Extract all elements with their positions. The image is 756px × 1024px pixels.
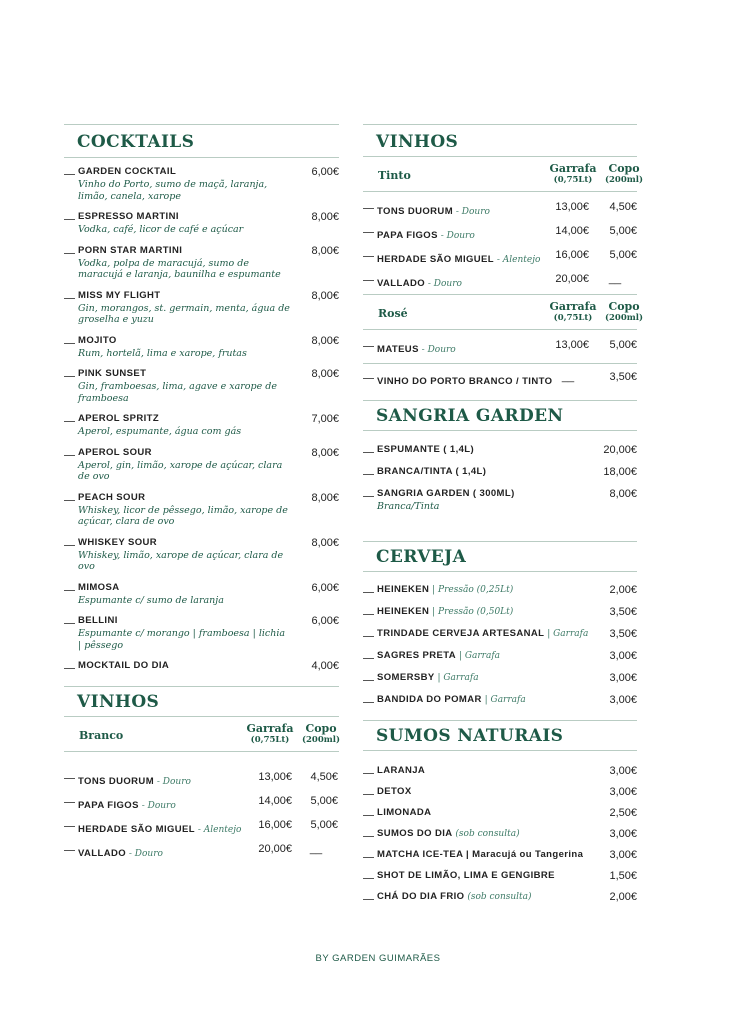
wine-region: - Douro <box>154 777 191 787</box>
wine-price-garrafa: 13,00€ <box>555 201 589 213</box>
item-description: Gin, framboesas, lima, agave e xarope de framboesa <box>78 381 277 404</box>
item-description: Vodka, café, licor de café e açúcar <box>78 224 244 235</box>
header-copo-label: Copo <box>608 300 640 313</box>
menu-item <box>64 166 339 202</box>
menu-item <box>363 786 637 798</box>
bullet-dash <box>363 899 374 900</box>
header-garrafa <box>242 722 298 745</box>
item-price: 4,00€ <box>311 660 339 672</box>
header-copo-label: Copo <box>305 722 337 735</box>
wine-price-garrafa: 16,00€ <box>555 249 589 261</box>
wine-region: - Alentejo <box>493 255 541 265</box>
header-copo <box>601 300 647 323</box>
bullet-dash <box>363 702 374 703</box>
sumos-list <box>363 765 637 903</box>
wine-name-line <box>377 344 456 355</box>
header-garrafa <box>545 300 601 323</box>
wine-name: TONS DUORUM <box>377 206 454 217</box>
bullet-dash <box>363 878 374 879</box>
wine-region: - Douro <box>126 849 163 859</box>
wine-header-rose <box>363 295 643 329</box>
menu-item <box>64 335 339 360</box>
wine-label-rose: Rosé <box>378 307 408 320</box>
section-title-sangria: SANGRIA GARDEN <box>376 406 564 426</box>
wine-name-line <box>377 206 490 217</box>
bullet-dash <box>64 500 75 501</box>
wine-row <box>363 201 637 217</box>
wine-row <box>64 771 339 787</box>
wine-price-copo: __ <box>309 843 323 855</box>
divider <box>363 124 637 125</box>
menu-item <box>64 537 339 573</box>
item-name-line <box>377 870 637 882</box>
bullet-dash <box>64 826 75 827</box>
bullet-dash <box>363 496 374 497</box>
bullet-dash <box>363 208 374 209</box>
menu-item <box>64 615 339 651</box>
wine-price-copo: 5,00€ <box>609 249 637 261</box>
item-name: MOJITO <box>78 334 117 346</box>
header-garrafa <box>545 162 601 185</box>
bullet-dash <box>363 794 374 795</box>
wine-price-copo: 5,00€ <box>609 339 637 351</box>
wine-name-line <box>78 800 176 811</box>
header-copo-volume: (200ml) <box>604 175 643 185</box>
menu-item <box>64 290 339 326</box>
wine-name: HERDADE SÃO MIGUEL <box>78 824 195 835</box>
wine-label-tinto: Tinto <box>378 169 411 182</box>
divider <box>363 720 637 721</box>
wine-price-copo: 4,50€ <box>609 201 637 213</box>
item-price: 8,00€ <box>311 244 339 257</box>
wine-name-line <box>377 278 462 289</box>
wine-price-garrafa: __ <box>561 371 575 383</box>
bullet-dash <box>64 623 75 624</box>
item-name: PINK SUNSET <box>78 368 147 379</box>
item-name: GARDEN COCKTAIL <box>78 166 177 177</box>
bullet-dash <box>64 421 75 422</box>
wine-region: - Douro <box>418 345 456 355</box>
header-copo <box>298 722 344 745</box>
menu-item <box>64 211 339 236</box>
item-description: Vodka, polpa de maracujá, sumo de maracujá e laranja, baunilha e espumante <box>78 257 281 280</box>
item-price: 1,50€ <box>609 869 637 882</box>
item-name: APEROL SOUR <box>78 446 152 458</box>
wine-name: VINHO DO PORTO BRANCO / TINTO <box>377 376 553 387</box>
item-name: BELLINI <box>78 615 118 626</box>
wine-name-line <box>78 824 241 835</box>
item-name: MATCHA ICE-TEA | Maracujá ou Tangerina <box>377 848 584 860</box>
wine-price-copo: 5,00€ <box>310 819 338 831</box>
wine-region: - Douro <box>425 279 462 289</box>
divider <box>363 750 637 751</box>
bullet-dash <box>64 298 75 299</box>
item-description: Espumante c/ sumo de laranja <box>78 594 224 606</box>
item-description: Gin, morangos, st. germain, menta, água de groselha e yuzu <box>78 302 290 325</box>
cocktail-list <box>64 166 339 672</box>
wine-row <box>64 819 339 835</box>
divider <box>363 571 637 572</box>
wine-row <box>363 225 637 241</box>
item-name-line <box>377 584 637 596</box>
item-name: PEACH SOUR <box>78 491 146 503</box>
wine-header-branco <box>64 717 339 751</box>
item-price: 3,50€ <box>609 605 637 618</box>
menu-item <box>363 694 637 706</box>
bullet-dash <box>363 836 374 837</box>
item-description: Whiskey, licor de pêssego, limão, xarope de açúcar, clara de ovo <box>78 504 288 527</box>
item-name-line <box>377 828 637 840</box>
wine-price-garrafa: 13,00€ <box>258 771 292 783</box>
header-copo <box>601 162 647 185</box>
menu-item <box>363 807 637 819</box>
item-name-line <box>377 849 637 861</box>
menu-item <box>64 582 339 607</box>
porto-row <box>363 371 637 387</box>
item-name: SOMERSBY <box>377 671 435 683</box>
header-garrafa-volume: (0,75Lt) <box>553 175 593 185</box>
bullet-dash <box>363 636 374 637</box>
item-name-line <box>377 672 637 684</box>
item-name-line <box>377 891 637 903</box>
header-copo-volume: (200ml) <box>301 735 340 745</box>
wine-name: VALLADO <box>377 278 426 289</box>
wine-row <box>64 843 339 859</box>
wine-name-line <box>377 254 540 265</box>
bullet-dash <box>363 815 374 816</box>
wine-price-copo: 5,00€ <box>310 795 338 807</box>
divider <box>64 686 339 687</box>
wine-price-copo: 3,50€ <box>609 371 637 383</box>
bullet-dash <box>363 378 374 379</box>
item-name-line <box>377 694 637 706</box>
item-name: SHOT DE LIMÃO, LIMA E GENGIBRE <box>377 869 555 881</box>
wine-header-tinto <box>363 157 643 191</box>
item-price: 2,00€ <box>609 890 637 903</box>
item-name: MOCKTAIL DO DIA <box>78 660 170 671</box>
wine-price-garrafa: 13,00€ <box>555 339 589 351</box>
item-price: 8,00€ <box>311 491 339 504</box>
bullet-dash <box>363 680 374 681</box>
wine-name-line <box>78 776 191 787</box>
item-price: 3,00€ <box>609 848 637 861</box>
item-name: MIMOSA <box>78 581 120 593</box>
section-title-vinhos: VINHOS <box>376 132 459 152</box>
bullet-dash <box>363 773 374 774</box>
item-price: 6,00€ <box>311 166 339 178</box>
item-name: ESPUMANTE ( 1,4L) <box>377 444 475 455</box>
menu-item <box>363 849 637 861</box>
item-price: 3,00€ <box>609 649 637 662</box>
item-name-line <box>377 628 637 640</box>
header-garrafa-label: Garrafa <box>549 162 597 175</box>
item-name: WHISKEY SOUR <box>78 536 158 548</box>
header-garrafa-volume: (0,75Lt) <box>553 313 593 323</box>
menu-item <box>363 765 637 777</box>
wine-name: HERDADE SÃO MIGUEL <box>377 254 494 265</box>
item-name: HEINEKEN <box>377 605 430 617</box>
bullet-dash <box>64 545 75 546</box>
bullet-dash <box>363 280 374 281</box>
wine-name-line <box>78 848 163 859</box>
wine-name: MATEUS <box>377 344 419 355</box>
wine-name: PAPA FIGOS <box>78 800 139 811</box>
item-subtitle: | Garrafa <box>481 694 526 705</box>
header-garrafa-volume: (0,75Lt) <box>250 735 290 745</box>
item-price: 2,00€ <box>609 583 637 596</box>
item-name: BANDIDA DO POMAR <box>377 693 482 705</box>
item-description: Rum, hortelã, lima e xarope, frutas <box>78 347 247 359</box>
item-subtitle: | Pressão (0,25Lt) <box>429 584 514 595</box>
item-name: BRANCA/TINTA ( 1,4L) <box>377 466 487 477</box>
wine-row <box>64 795 339 811</box>
section-title-sumos: SUMOS NATURAIS <box>376 725 564 746</box>
item-name-line <box>377 765 637 777</box>
item-name: CHÁ DO DIA FRIO <box>377 890 465 902</box>
item-name: TRINDADE CERVEJA ARTESANAL <box>377 627 545 639</box>
wine-region: - Douro <box>437 231 475 241</box>
item-subtitle: | Garrafa <box>456 650 501 661</box>
wine-price-garrafa: 14,00€ <box>555 225 589 237</box>
section-title-cerveja: CERVEJA <box>376 546 467 567</box>
item-price: 3,00€ <box>609 671 637 684</box>
menu-item <box>64 447 339 483</box>
divider <box>363 400 637 401</box>
item-name: SUMOS DO DIA <box>377 827 453 839</box>
bullet-dash <box>64 376 75 377</box>
menu-item <box>363 584 637 596</box>
divider <box>64 124 339 125</box>
item-price: 8,00€ <box>311 368 339 380</box>
bullet-dash <box>363 232 374 233</box>
item-name: HEINEKEN <box>377 583 430 595</box>
header-copo-volume: (200ml) <box>604 313 643 323</box>
menu-item <box>64 245 339 281</box>
cerveja-list <box>363 584 637 706</box>
wine-name-line <box>377 230 475 241</box>
divider <box>363 430 637 431</box>
divider <box>363 191 637 192</box>
bullet-dash <box>64 455 75 456</box>
section-title-vinhos-branco: VINHOS <box>77 692 160 712</box>
divider <box>363 363 637 364</box>
wine-row <box>363 339 637 355</box>
item-price: 3,00€ <box>609 827 637 840</box>
item-price: 2,50€ <box>609 806 637 819</box>
bullet-dash <box>363 857 374 858</box>
right-column <box>363 124 643 903</box>
bullet-dash <box>363 592 374 593</box>
item-price: 8,00€ <box>311 334 339 347</box>
item-name: LARANJA <box>377 764 426 776</box>
header-copo-label: Copo <box>608 162 640 175</box>
wine-name: PAPA FIGOS <box>377 230 438 241</box>
bullet-dash <box>64 590 75 591</box>
item-price: 8,00€ <box>311 289 339 302</box>
wine-price-garrafa: 16,00€ <box>258 819 292 831</box>
item-description: Vinho do Porto, sumo de maçã, laranja, limão, canela, xarope <box>78 179 268 202</box>
divider <box>363 541 637 542</box>
bullet-dash <box>64 343 75 344</box>
divider <box>64 157 339 158</box>
menu-item <box>363 870 637 882</box>
item-description: Aperol, gin, limão, xarope de açúcar, clara de ovo <box>78 459 283 482</box>
menu-item <box>363 466 637 478</box>
wine-name: VALLADO <box>78 848 127 859</box>
item-price: 3,00€ <box>609 693 637 706</box>
menu-item <box>64 413 339 438</box>
item-subtitle: | Garrafa <box>434 672 479 683</box>
menu-item <box>363 891 637 903</box>
wine-name: TONS DUORUM <box>78 776 155 787</box>
divider <box>363 329 637 330</box>
menu-item <box>64 660 339 672</box>
wine-region: - Douro <box>453 207 490 217</box>
item-name-line <box>377 606 637 618</box>
menu-item <box>363 488 637 513</box>
item-subtitle: (sob consulta) <box>452 828 520 839</box>
wine-price-garrafa: 20,00€ <box>258 843 292 855</box>
left-column <box>64 124 340 859</box>
wine-region: - Alentejo <box>194 825 242 835</box>
header-garrafa-label: Garrafa <box>549 300 597 313</box>
item-name: LIMONADA <box>377 806 432 818</box>
bullet-dash <box>64 850 75 851</box>
menu-item <box>363 672 637 684</box>
bullet-dash <box>64 778 75 779</box>
menu-item <box>64 492 339 528</box>
bullet-dash <box>363 452 374 453</box>
item-name: ESPRESSO MARTINI <box>78 211 179 222</box>
menu-item <box>363 628 637 640</box>
item-subtitle: (sob consulta) <box>464 891 532 902</box>
bullet-dash <box>363 474 374 475</box>
menu-item <box>64 368 339 404</box>
item-price: 18,00€ <box>603 466 637 478</box>
item-description: Espumante c/ morango | framboesa | lichia | pêssego <box>78 628 286 651</box>
tinto-list <box>363 201 637 289</box>
wine-price-garrafa: 20,00€ <box>555 273 589 285</box>
item-price: 3,00€ <box>609 764 637 777</box>
item-description: Whiskey, limão, xarope de açúcar, clara de ovo <box>78 549 284 572</box>
bullet-dash <box>363 614 374 615</box>
item-name: APEROL SPRITZ <box>78 413 160 424</box>
item-description: Branca/Tinta <box>377 501 440 512</box>
sangria-list <box>363 444 637 513</box>
bullet-dash <box>64 174 75 175</box>
menu-item <box>363 606 637 618</box>
item-price: 6,00€ <box>311 581 339 594</box>
wine-price-garrafa: 14,00€ <box>258 795 292 807</box>
rose-list <box>363 339 637 355</box>
item-description: Aperol, espumante, água com gás <box>78 426 242 437</box>
divider <box>64 751 339 752</box>
footer-credit: BY GARDEN GUIMARÃES <box>315 953 441 964</box>
wine-price-copo: 4,50€ <box>310 771 338 783</box>
item-price: 8,00€ <box>609 488 637 500</box>
item-name: PORN STAR MARTINI <box>78 244 183 256</box>
branco-list <box>64 771 339 859</box>
wine-price-copo: 5,00€ <box>609 225 637 237</box>
wine-price-copo: __ <box>608 273 622 285</box>
item-price: 8,00€ <box>311 446 339 459</box>
item-price: 8,00€ <box>311 211 339 223</box>
bullet-dash <box>64 802 75 803</box>
bullet-dash <box>363 658 374 659</box>
item-price: 7,00€ <box>311 413 339 425</box>
bullet-dash <box>64 253 75 254</box>
item-price: 8,00€ <box>311 536 339 549</box>
item-name: MISS MY FLIGHT <box>78 289 161 301</box>
item-name: DETOX <box>377 785 412 797</box>
item-price: 3,00€ <box>609 785 637 798</box>
wine-region: - Douro <box>138 801 176 811</box>
item-name: SANGRIA GARDEN ( 300ML) <box>377 488 515 499</box>
item-price: 6,00€ <box>311 615 339 627</box>
item-price: 20,00€ <box>603 444 637 456</box>
item-subtitle: | Garrafa <box>544 628 589 639</box>
menu-item <box>363 650 637 662</box>
section-title-cocktails: COCKTAILS <box>77 132 195 152</box>
wine-row <box>363 273 637 289</box>
item-subtitle: | Pressão (0,50Lt) <box>429 606 514 617</box>
wine-label-branco: Branco <box>79 729 124 742</box>
menu-item <box>363 444 637 456</box>
menu-item <box>363 828 637 840</box>
bullet-dash <box>363 256 374 257</box>
item-price: 3,50€ <box>609 627 637 640</box>
item-name: SAGRES PRETA <box>377 649 457 661</box>
bullet-dash <box>363 346 374 347</box>
item-name-line <box>377 650 637 662</box>
bullet-dash <box>64 219 75 220</box>
wine-row <box>363 249 637 265</box>
header-garrafa-label: Garrafa <box>246 722 294 735</box>
bullet-dash <box>64 668 75 669</box>
item-name-line <box>377 786 637 798</box>
item-name-line <box>377 807 637 819</box>
